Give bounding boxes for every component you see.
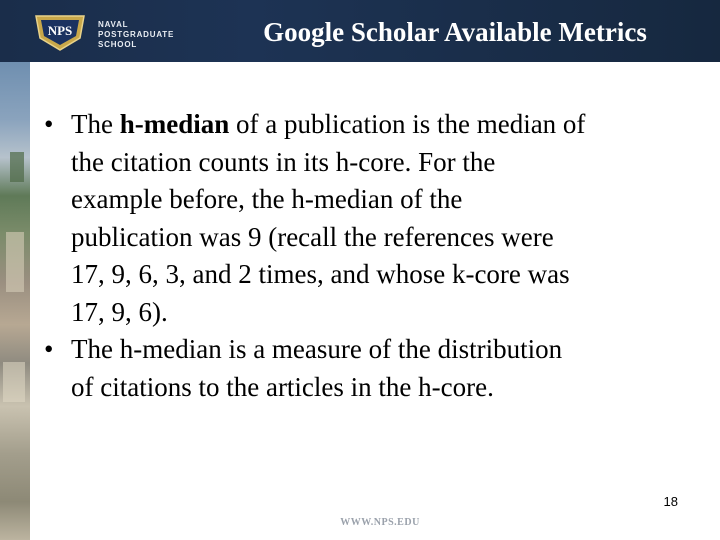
bullet-line: of citations to the articles in the h-core. (71, 371, 494, 402)
bullet-item (44, 331, 694, 406)
bullet-dot: • (44, 334, 54, 364)
term-h-median: h-median (119, 109, 230, 139)
bullet-line: the citation counts in its h-core. For the (71, 146, 496, 177)
footer-url: WWW.NPS.EDU (340, 517, 420, 528)
slide-title: Google Scholar Available Metrics (263, 17, 647, 47)
campus-photo-strip (0, 62, 30, 540)
page-number: 18 (663, 494, 678, 509)
nps-badge-icon (30, 12, 90, 52)
logo-line: NAVAL (98, 20, 129, 29)
bullet-text: The (71, 109, 120, 139)
bullet-text: of a publication is the median of (229, 109, 586, 139)
nps-logo (30, 8, 180, 54)
logo-line: POSTGRADUATE (98, 30, 175, 39)
bullet-line: 17, 9, 6). (71, 296, 168, 327)
bullet-line: The h-median is a measure of the distribution (71, 334, 563, 364)
logo-line: SCHOOL (98, 40, 138, 49)
bullet-line (71, 106, 694, 144)
logo-wordmark (98, 20, 174, 50)
bullet-item (44, 106, 694, 331)
bullet-line: 17, 9, 6, 3, and 2 times, and whose k-core was (71, 259, 570, 289)
logo-badge-text: NPS (47, 23, 73, 38)
slide-body (44, 106, 694, 406)
bullet-dot: • (44, 109, 54, 139)
bullet-line: publication was 9 (recall the references were (71, 221, 554, 252)
bullet-line: example before, the h-median of the (71, 184, 463, 214)
slide-header (0, 0, 720, 62)
